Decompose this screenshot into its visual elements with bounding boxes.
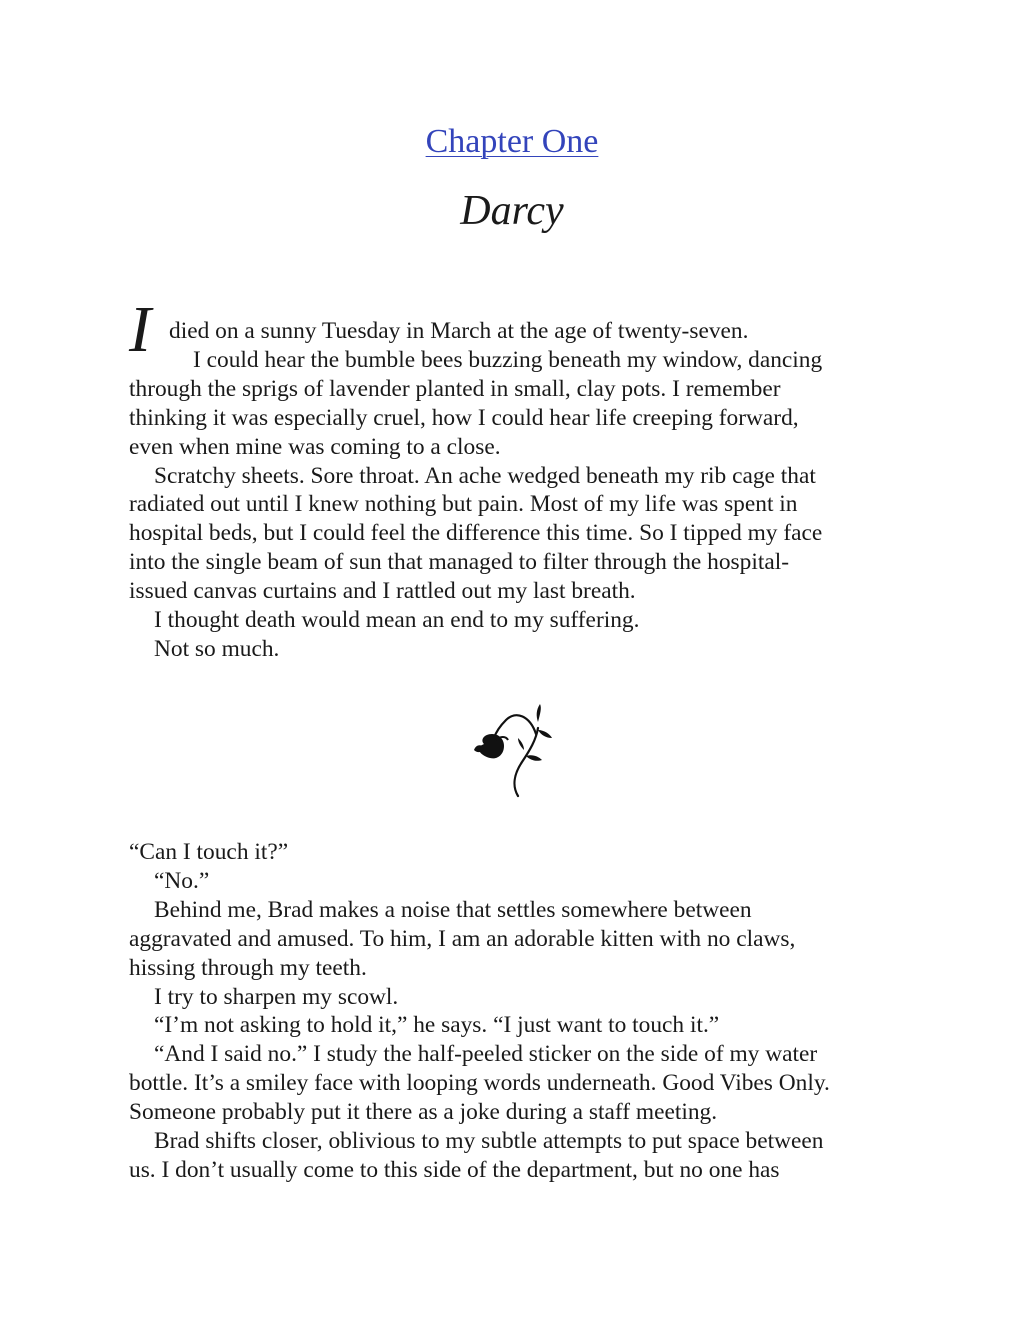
paragraph-line: us. I don’t usually come to this side of the department, but no one has <box>129 1156 780 1183</box>
paragraph-line: Scratchy sheets. Sore throat. An ache wedged beneath my rib cage that <box>154 462 816 489</box>
chapter-heading <box>0 122 1024 162</box>
wilted-rose-icon <box>466 700 556 800</box>
paragraph-line: Someone probably put it there as a joke during a staff meeting. <box>129 1099 718 1126</box>
paragraph-line: I try to sharpen my scowl. <box>154 983 399 1010</box>
paragraph-line: into the single beam of sun that managed to filter through the hospital- <box>129 549 789 576</box>
chapter-heading-link[interactable]: Chapter One <box>425 123 599 160</box>
opening-line-text: died on a sunny Tuesday in March at the age of twenty-seven. <box>169 318 749 344</box>
paragraph-line: issued canvas curtains and I rattled out my last breath. <box>129 578 636 605</box>
paragraph-line: “Can I touch it?” <box>129 839 289 865</box>
paragraph-line: radiated out until I knew nothing but pain. Most of my life was spent in <box>129 491 798 518</box>
paragraph-line: “And I said no.” I study the half-peeled sticker on the side of my water <box>154 1041 818 1068</box>
paragraph-line: through the sprigs of lavender planted in small, clay pots. I remember <box>129 375 781 402</box>
paragraph-line: hospital beds, but I could feel the difference this time. So I tipped my face <box>129 520 823 547</box>
paragraph-line: aggravated and amused. To him, I am an adorable kitten with no claws, <box>129 925 796 952</box>
paragraph-line: Brad shifts closer, oblivious to my subtle attempts to put space between <box>154 1128 824 1155</box>
paragraph-line: “No.” <box>154 867 210 894</box>
paragraph-line: Behind me, Brad makes a noise that settles somewhere between <box>154 896 752 923</box>
paragraph-line: I thought death would mean an end to my suffering. <box>154 607 640 634</box>
paragraph-line: I could hear the bumble bees buzzing beneath my window, dancing <box>193 346 823 373</box>
section-one <box>129 293 889 664</box>
paragraph-line: Not so much. <box>154 635 280 662</box>
chapter-pov-name: Darcy <box>460 188 564 234</box>
drop-cap: I <box>129 293 151 366</box>
paragraph-line: even when mine was coming to a close. <box>129 433 501 460</box>
section-two <box>129 838 889 1185</box>
paragraph-line: hissing through my teeth. <box>129 954 367 981</box>
paragraph-line: “I’m not asking to hold it,” he says. “I just want to touch it.” <box>154 1012 720 1039</box>
paragraph-line: bottle. It’s a smiley face with looping words underneath. Good Vibes Only. <box>129 1070 830 1097</box>
paragraph-line: thinking it was especially cruel, how I could hear life creeping forward, <box>129 404 799 431</box>
